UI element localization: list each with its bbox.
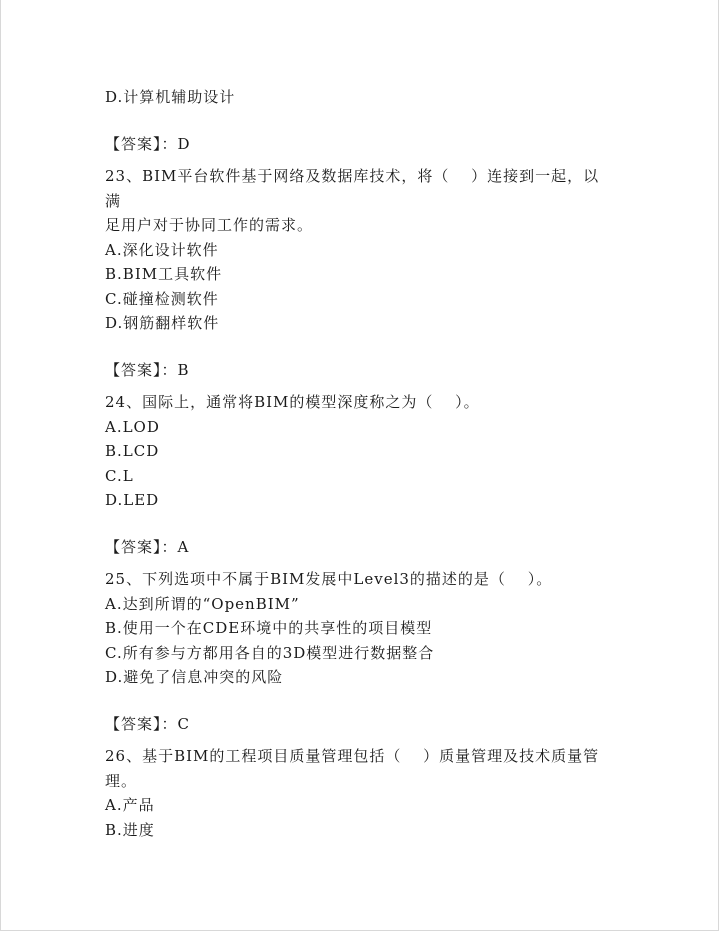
option-d: D.计算机辅助设计: [105, 88, 236, 106]
question-stem: 26、基于BIM的工程项目质量管理包括（ ）质量管理及技术质量管: [105, 747, 600, 765]
option-b: B.LCD: [105, 442, 160, 460]
question-stem-cont: 足用户对于协同工作的需求。: [105, 216, 314, 234]
option-d: D.钢筋翻样软件: [105, 314, 220, 332]
option-b: B.BIM工具软件: [105, 265, 223, 283]
question-stem-cont: 理。: [105, 771, 138, 790]
question-stem: 24、国际上，通常将BIM的模型深度称之为（ ）。: [105, 393, 480, 411]
question-stem: 25、下列选项中不属于BIM发展中Level3的描述的是（ ）。: [105, 570, 553, 588]
option-a: A.产品: [105, 796, 155, 814]
option-c: C.碰撞检测软件: [105, 289, 219, 308]
answer-line: 【答案】：A: [105, 537, 190, 556]
document-content: [105, 85, 615, 842]
answer-line: 【答案】：C: [105, 714, 190, 733]
option-b: B.进度: [105, 820, 155, 839]
option-c: C.所有参与方都用各自的3D模型进行数据整合: [105, 643, 435, 662]
option-a: A.深化设计软件: [105, 240, 219, 259]
option-a: A.LOD: [105, 417, 160, 436]
answer-line: 【答案】：B: [105, 360, 190, 379]
answer-line: 【答案】：D: [105, 134, 191, 153]
option-d: D.避免了信息冲突的风险: [105, 668, 284, 686]
option-b: B.使用一个在CDE环境中的共享性的项目模型: [105, 619, 433, 637]
option-a: A.达到所谓的“OpenBIM”: [105, 594, 300, 613]
question-stem: 23、BIM平台软件基于网络及数据库技术，将（ ）连接到一起，以满: [105, 167, 600, 210]
option-d: D.LED: [105, 491, 160, 509]
option-c: C.L: [105, 466, 134, 485]
